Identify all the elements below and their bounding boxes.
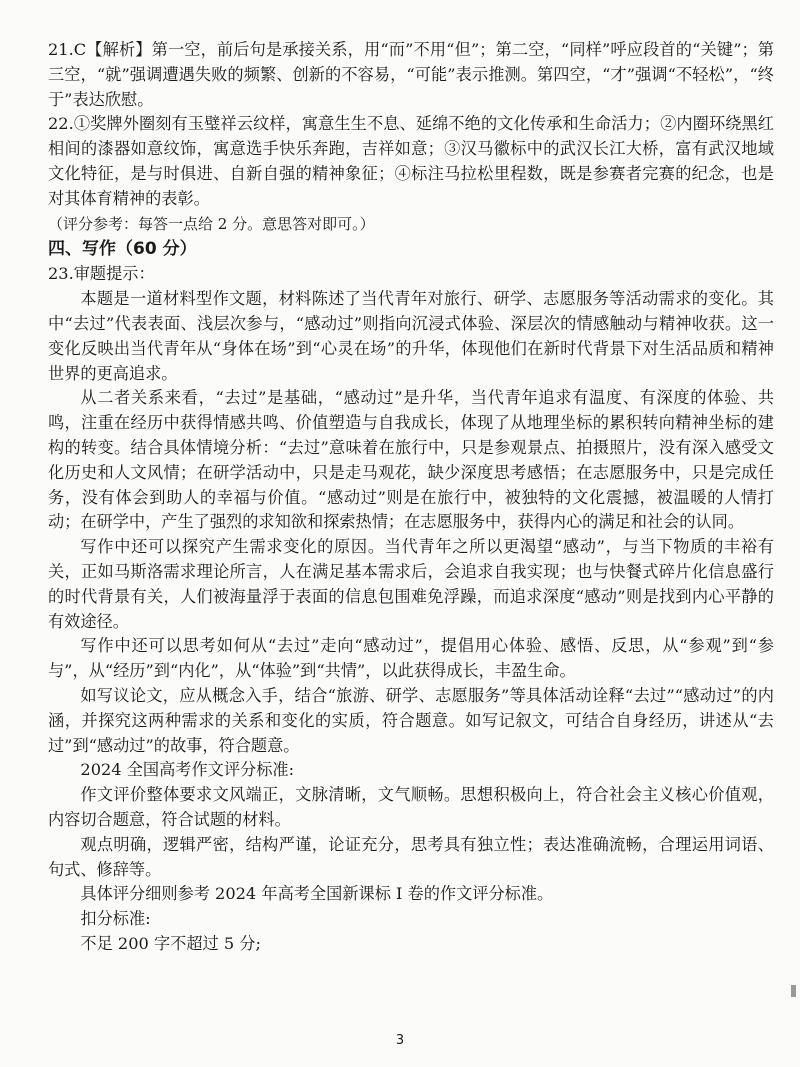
section-heading-writing: 四、写作（60 分） bbox=[48, 239, 197, 260]
deduction-title: 扣分标准: bbox=[80, 909, 151, 929]
question-23-label: 23.审题提示： bbox=[48, 264, 155, 284]
page-number: 3 bbox=[395, 1033, 405, 1048]
analysis-paragraph-4: 写作中还可以思考如何从“去过”走向“感动过”，提倡用心体验、感悟、反思，从“参观”到“参与”，从“经历”到“内化”，从“体验”到“共情”，以此获得成长，丰盈生命。 bbox=[48, 636, 774, 681]
answer-21: 21.C【解析】第一空，前后句是承接关系，用“而”不用“但”；第二空，“同样”呼应段首的“关键”；第三空，“就”强调遭遇失败的频繁、创新的不容易，“可能”表示推测。第四空，“才”强调“不轻松”，“终于”表达欣慰。 bbox=[48, 40, 774, 109]
standard-title: 2024 全国高考作文评分标准: bbox=[80, 760, 295, 780]
analysis-paragraph-1: 本题是一道材料型作文题，材料陈述了当代青年对旅行、研学、志愿服务等活动需求的变化。其中“去过”代表表面、浅层次参与，“感动过”则指向沉浸式体验、深层次的情感触动与精神收获。这一变化反映出当代青年从“身体在场”到“心灵在场”的升华，体现他们在新时代背景下对生活品质和精神世界的更高追求。 bbox=[48, 289, 774, 383]
analysis-paragraph-5: 如写议论文，应从概念入手，结合“旅游、研学、志愿服务”等具体活动诠释“去过”“感动过”的内涵，并探究这两种需求的关系和变化的实质，符合题意。如写记叙文，可结合自身经历，讲述从“去过”到“感动过”的故事，符合题意。 bbox=[48, 685, 774, 755]
scoring-note: （评分参考：每答一点给 2 分。意思答对即可。） bbox=[48, 214, 375, 233]
standard-paragraph-2: 观点明确，逻辑严密，结构严谨，论证充分，思考具有独立性；表达准确流畅，合理运用词语、句式、修辞等。 bbox=[48, 834, 774, 879]
answer-22: 22.①奖牌外圈刻有玉璧祥云纹样，寓意生生不息、延绵不绝的文化传承和生命活力；②内圈环绕黑红相间的漆器如意纹饰，寓意选手快乐奔跑，吉祥如意；③汉马徽标中的武汉长江大桥，富有武汉地域文化特征，是与时俱进、自新自强的精神象征；④标注马拉松里程数，既是参赛者完赛的纪念，也是对其体育精神的表彰。 bbox=[48, 114, 774, 208]
scan-edge-mark bbox=[791, 985, 796, 997]
document-page bbox=[48, 38, 774, 957]
deduction-item: 不足 200 字不超过 5 分; bbox=[80, 933, 261, 953]
analysis-paragraph-2: 从二者关系来看，“去过”是基础，“感动过”是升华，当代青年追求有温度、有深度的体验、共鸣，注重在经历中获得情感共鸣、价值塑造与自我成长，体现了从地理坐标的累积转向精神坐标的建构的转变。结合具体情境分析：“去过”意味着在旅行中，只是参观景点、拍摄照片，没有深入感受文化历史和人文风情；在研学活动中，只是走马观花，缺少深度思考感悟；在志愿服务中，只是完成任务，没有体会到助人的幸福与价值。“感动过”则是在旅行中，被独特的文化震撼，被温暖的人情打动；在研学中，产生了强烈的求知欲和探索热情；在志愿服务中，获得内心的满足和社会的认同。 bbox=[48, 388, 774, 532]
analysis-paragraph-3: 写作中还可以探究产生需求变化的原因。当代青年之所以更渴望“感动”，与当下物质的丰裕有关，正如马斯洛需求理论所言，人在满足基本需求后，会追求自我实现；也与快餐式碎片化信息盛行的时代背景有关，人们被海量浮于表面的信息包围难免浮躁，而追求深度“感动”则是找到内心平静的有效途径。 bbox=[48, 537, 774, 631]
standard-paragraph-1: 作文评价整体要求文风端正，文脉清晰，文气顺畅。思想积极向上，符合社会主义核心价值观，内容切合题意，符合试题的材料。 bbox=[48, 785, 774, 829]
standard-paragraph-3: 具体评分细则参考 2024 年高考全国新课标 Ⅰ 卷的作文评分标准。 bbox=[80, 884, 554, 904]
